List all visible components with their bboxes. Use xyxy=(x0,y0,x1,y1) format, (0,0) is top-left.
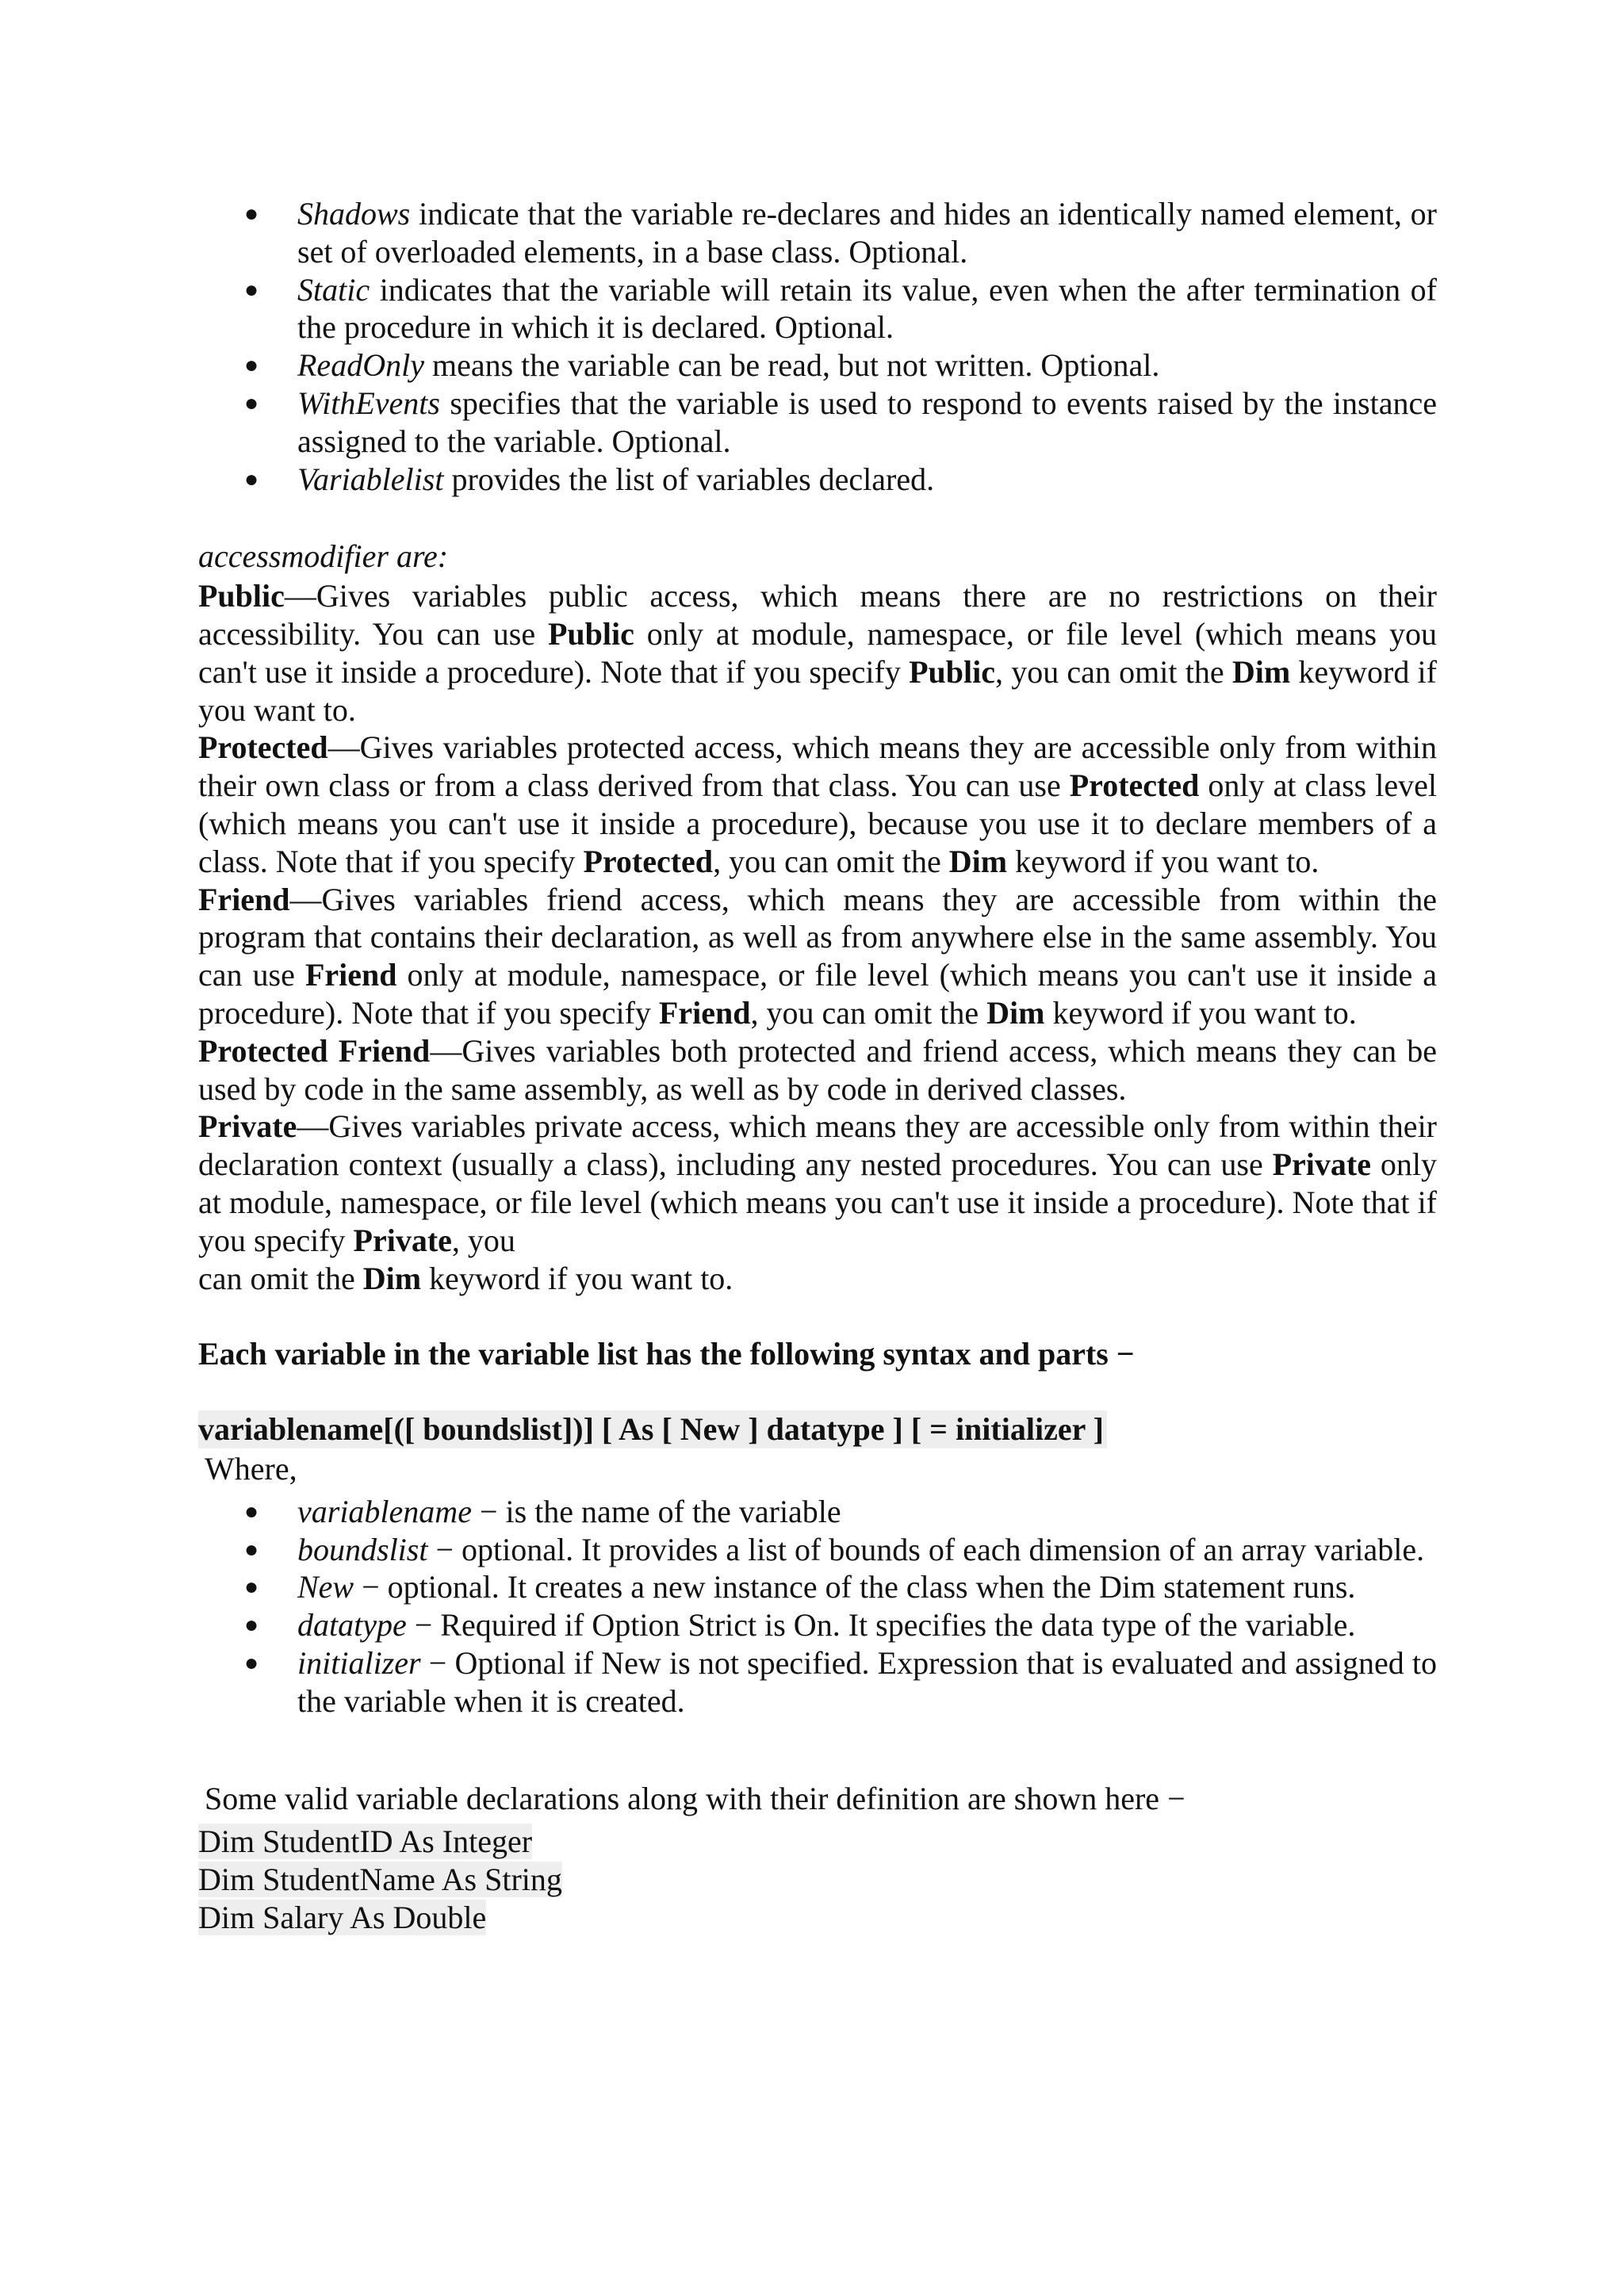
private-paragraph: Private—Gives variables private access, which means they are accessible only from within their declaration context (usually a class), including any nested procedures. You can use Private only at module, namespace, or file level (which means you can't use it inside a procedure). Note that if you specify Private, you can omit the Dim keyword if you want to. xyxy=(198,1108,1437,1296)
list-item: ● ReadOnly means the variable can be read, but not written. Optional. xyxy=(244,347,1160,384)
bullet-icon: ● xyxy=(244,1498,259,1525)
bullet-icon: ● xyxy=(244,276,259,303)
accessmodifier-heading: accessmodifier are: xyxy=(198,538,449,575)
friend-paragraph: Friend—Gives variables friend access, which means they are accessible from within the program that contains their declaration, as well as from anywhere else in the same assembly. You can use Friend only at module, namespace, or file level (which means you can't use it inside a procedure). Note that if you specify Friend, you can omit the Dim keyword if you want to. xyxy=(198,881,1438,1031)
syntax-line: variablename[([ boundslist])] [ As [ New ] datatype ] [ = initializer ] xyxy=(198,1410,1107,1448)
bullet-icon: ● xyxy=(244,352,259,379)
list-item: ● initializer − Optional if New is not specified. Expression that is evaluated and assigned to the variable when it is created. xyxy=(244,1644,1437,1719)
code-line: Dim Salary As Double xyxy=(198,1899,487,1935)
parts-bullet-list xyxy=(198,1493,1437,1720)
modifier-bullet-list xyxy=(198,195,1437,498)
bullet-icon: ● xyxy=(244,1612,259,1639)
where-label: Where, xyxy=(205,1450,297,1487)
list-item: ● Shadows indicate that the variable re-declares and hides an identically named element, or set of overloaded elements, in a base class. Optional. xyxy=(244,196,1437,270)
list-item: ● Variablelist provides the list of variables declared. xyxy=(244,461,935,497)
document-page xyxy=(198,195,1437,1937)
protected-paragraph: Protected—Gives variables protected access, which means they are accessible only from within their own class or from a class derived from that class. You can use Protected only at class level (which means you can't use it inside a procedure), because you use it to declare members of a class. Note that if you specify Protected, you can omit the Dim keyword if you want to. xyxy=(198,729,1438,879)
list-item: ● variablename − is the name of the variable xyxy=(244,1493,841,1529)
examples-intro: Some valid variable declarations along with their definition are shown here − xyxy=(205,1781,1185,1817)
code-example-block xyxy=(198,1823,1437,1936)
list-item: ● Static indicates that the variable will retain its value, even when the after termination of the procedure in which it is declared. Optional. xyxy=(244,271,1437,346)
list-item: ● boundslist − optional. It provides a list of bounds of each dimension of an array variable. xyxy=(244,1531,1425,1567)
syntax-heading: Each variable in the variable list has the following syntax and parts − xyxy=(198,1336,1135,1372)
list-item: ● New − optional. It creates a new instance of the class when the Dim statement runs. xyxy=(244,1569,1356,1605)
protected-friend-paragraph: Protected Friend—Gives variables both protected and friend access, which means they can be used by code in the same assembly, as well as by code in derived classes. xyxy=(198,1032,1437,1107)
bullet-icon: ● xyxy=(244,465,259,492)
bullet-icon: ● xyxy=(244,1574,259,1601)
bullet-icon: ● xyxy=(244,389,259,416)
code-line: Dim StudentID As Integer xyxy=(198,1823,533,1860)
list-item: ● WithEvents specifies that the variable is used to respond to events raised by the instance assigned to the variable. Optional. xyxy=(244,385,1437,459)
public-paragraph: Public—Gives variables public access, which means there are no restrictions on their accessibility. You can use Public only at module, namespace, or file level (which means you can't use it inside a procedure). Note that if you specify Public, you can omit the Dim keyword if you want to. xyxy=(198,578,1438,728)
list-item: ● datatype − Required if Option Strict is On. It specifies the data type of the variable. xyxy=(244,1607,1356,1644)
bullet-icon: ● xyxy=(244,201,259,227)
bullet-icon: ● xyxy=(244,1536,259,1563)
bullet-icon: ● xyxy=(244,1649,259,1676)
code-line: Dim StudentName As String xyxy=(198,1862,562,1898)
